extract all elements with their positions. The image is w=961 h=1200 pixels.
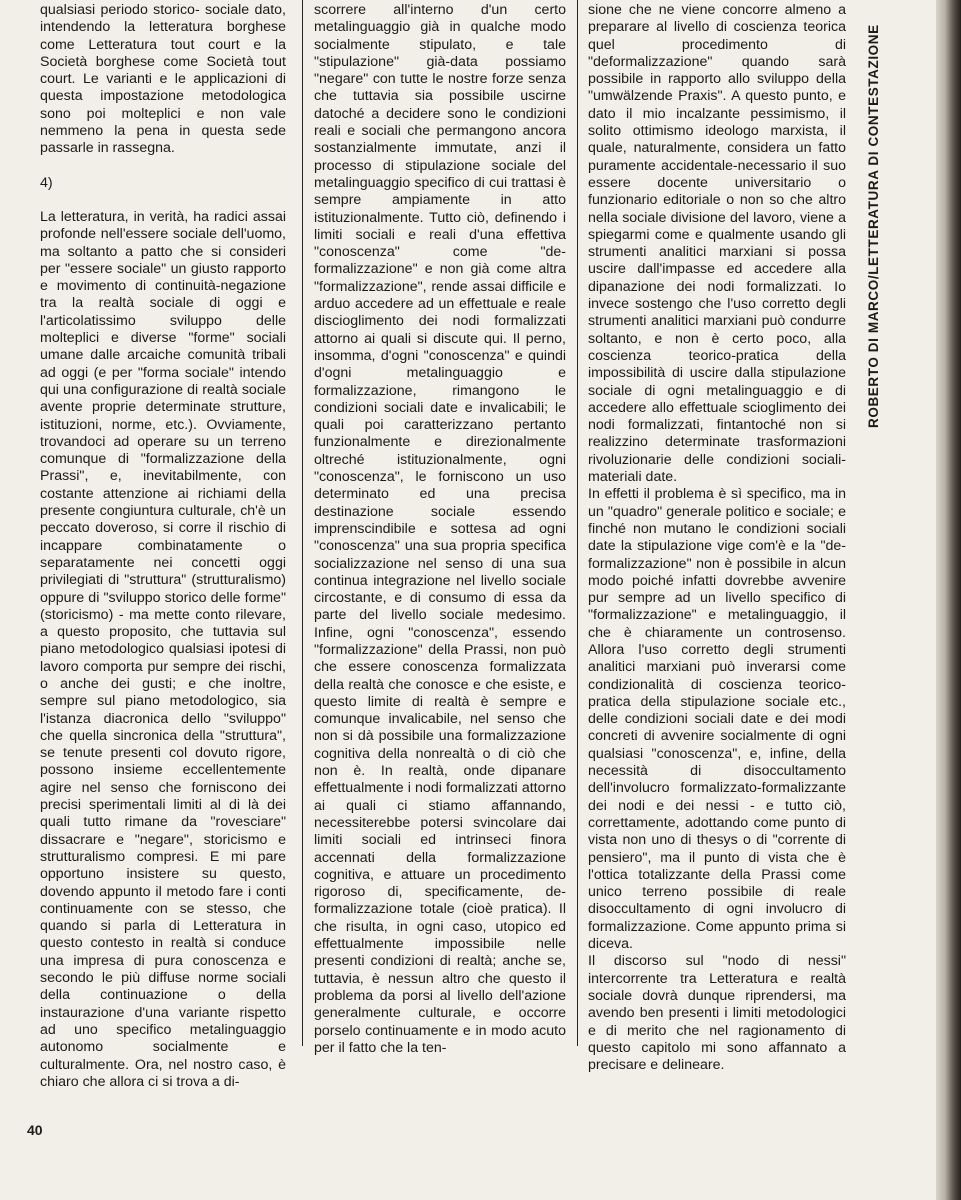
paragraph: qualsiasi periodo storico- sociale dato, intendendo la letteratura borghese come Letteratura tout court e la Società borghese come Società tout court. Le varianti e le applicazioni di questa impostazione metodologica sono poi molteplici e non vale nemmeno la pena in questa sede passarle in rassegna.: [40, 2, 286, 157]
running-head: [858, 24, 890, 428]
page-number: 40: [27, 1122, 43, 1138]
paragraph: scorrere all'interno d'un certo metalinguaggio già in qualche modo socialmente stipulato, e tale "stipulazione" già-data possiamo "negare" con tutte le nostre forze senza che tuttavia sia possibile uscirne datoché a decidere sono le condizioni reali e sociali che permangono ancora sostanzialmente immutate, anzi il processo di stipulazione sociale del metalinguaggio specifico di cui trattasi è sempre ampiamente in atto istituzionalmente. Tutto ciò, definendo i limiti sociali e reali d'una effettiva "conoscenza" come "de-formalizzazione" e non già come altra "formalizzazione", rende assai difficile e arduo accedere ad un effettuale e reale discioglimento dei nodi formalizzati attorno ai quali si discute qui. Il perno, insomma, d'ogni "conoscenza" e quindi d'ogni metalinguaggio e formalizzazione, rimangono le condizioni sociali date e invalicabili; le quali poi caratterizzano pertanto funzionalmente e direzionalmente oltreché istituzionalmente, ogni "conoscenza", le forniscono un uso determinato ed una precisa destinazione sociale essendo imprenscindibile e sottesa ad ogni "conoscenza" una sua propria specifica socializzazione nel senso di una sua continua integrazione nel livello sociale circostante, e di consumo di essa da parte del livello sociale medesimo. Infine, ogni "conoscenza", essendo "formalizzazione" della Prassi, non può che essere conoscenza formalizzata della realtà che conosce e che esiste, e questo limite di realtà è sempre e comunque invalicabile, nel senso che non si dà possibile una formalizzazione cognitiva della nonrealtà o di ciò che non è. In realtà, onde dipanare effettualmente i nodi formalizzati attorno ai quali ci stiamo affannando, necessiterebbe potersi svincolare dai limiti sociali ed intrinseci finora accennati della formalizzazione cognitiva, e attuare un procedimento rigoroso di, specificamente, de-formalizzazione totale (cioè pratica). Il che risulta, in ogni caso, utopico ed effettualmente impossibile nelle presenti condizioni di realtà; anche se, tuttavia, è nessun altro che questo il problema da porsi al livello dell'azione generalmente culturale, e occorre porselo continuamente e in modo acuto per il fatto che la ten-: [314, 2, 566, 1056]
column-rule: [577, 0, 578, 1046]
page-edge: [936, 0, 961, 1200]
text-column-1: [40, 2, 286, 1091]
column-rule: [302, 0, 303, 1046]
text-column-2: [314, 2, 566, 1057]
running-head-text: ROBERTO DI MARCO/LETTERATURA DI CONTESTAZIONE: [866, 24, 881, 428]
section-number: 4): [40, 174, 53, 191]
paragraph: sione che ne viene concorre almeno a preparare al livello di coscienza teorica quel procedimento di "deformalizzazione" quando sarà possibile in rapporto allo sviluppo della "umwälzende Praxis". A questo punto, e dato il mio incalzante pessimismo, il solito ottimismo ideologo marxista, il quale, naturalmente, considera un fatto puramente accidentale-necessario il suo essere docente universitario o funzionario editoriale o non so che altro nella sociale divisione del lavoro, viene a spiegarmi come e qualmente usando gli strumenti analitici marxiani si possa uscire dall'impasse ed accedere alla dipanazione dei nodi formalizzati. Io invece sostengo che l'uso corretto degli strumenti analitici marxiani può condurre soltanto, e non è certo poco, alla coscienza teorico-pratica della impossibilità di uscire dalla stipulazione sociale di ogni metalinguaggio e di accedere allo effettuale scioglimento dei nodi formalizzati, fintantoché non si realizzino determinate trasformazioni rivoluzionarie delle condizioni sociali-materiali date.: [588, 2, 846, 486]
paragraph: In effetti il problema è sì specifico, ma in un "quadro" generale politico e sociale; e finché non mutano le condizioni sociali date la stipulazione vige com'è e la "de-formalizzazione" non è possibile in alcun modo poiché infatti dovrebbe avvenire pur sempre ad un livello specifico di "formalizzazione" e metalinguaggio, il che è chiaramente un controsenso. Allora l'uso corretto degli strumenti analitici marxiani può inverarsi come condizionalità di coscienza teorico-pratica della stipulazione sociale etc., delle condizioni sociali date e dei modi concreti di avvenire socialmente di ogni qualsiasi "conoscenza", e, infine, della necessità di disoccultamento dell'involucro formalizzato-formalizzante dei nodi e dei nessi - e tutto ciò, correttamente, adottando come punto di vista non uno di thesys o di "corrente di pensiero", ma il punto di vista che è l'ottica totalizzante della Prassi come unico terreno possibile di reale disoccultamento di ogni involucro di formalizzazione. Come appunto prima si diceva.: [588, 486, 846, 953]
paragraph: Il discorso sul "nodo di nessi" intercorrente tra Letteratura e realtà sociale dovrà dunque riprendersi, ma avendo ben presenti i limiti metodologici e di merito che nel ragionamento di questo capitolo mi sono affannato a precisare e delineare.: [588, 953, 846, 1074]
text-column-3: [588, 2, 846, 1074]
paragraph: La letteratura, in verità, ha radici assai profonde nell'essere sociale dell'uomo, ma soltanto a patto che si consideri per "essere sociale" un giusto rapporto e movimento di continuità-negazione tra la realtà sociale di oggi e l'articolatissimo sviluppo delle molteplici e diverse "forme" sociali umane dalle arcaiche comunità tribali ad oggi (e per "forma sociale" intendo qui una configurazione di realtà sociale avente proprie determinate strutture, istituzioni, norme, etc.). Ovviamente, trovandoci ad operare su un terreno comunque di "formalizzazione della Prassi", e, inevitabilmente, con costante attenzione ai richiami della presente congiuntura culturale, ch'è un peccato doveroso, si corre il rischio di incappare combinatamente o separatamente nei concetti oggi privilegiati di "struttura" (strutturalismo) oppure di "sviluppo storico delle forme" (storicismo) - ma mette conto rilevare, a questo proposito, che tuttavia sul piano metodologico qualsiasi ipotesi di lavoro comporta pur sempre dei rischi, o anche dei gusti; e che inoltre, sempre sul piano metodologico, sia l'istanza diacronica dello "sviluppo" che quella sincronica della "struttura", se tenute presenti col dovuto rigore, possono insieme eccellentemente agire nel senso che forniscono dei precisi sperimentali limiti al di là dei quali tutto rimane da "rovesciare" dissacrare e "negare", storicismo e strutturalismo compresi. E mi pare opportuno insistere su questo, dovendo appunto il metodo fare i conti continuamente con se stesso, che quando si parla di Letteratura in questo contesto in realtà si conduce una impresa di pura conoscenza e secondo le più diffuse norme sociali della continuazione o della instaurazione d'una variante rispetto ad uno specifico metalinguaggio autonomo socialmente e culturalmente. Ora, nel nostro caso, è chiaro che allora ci si trova a di-: [40, 208, 286, 1090]
